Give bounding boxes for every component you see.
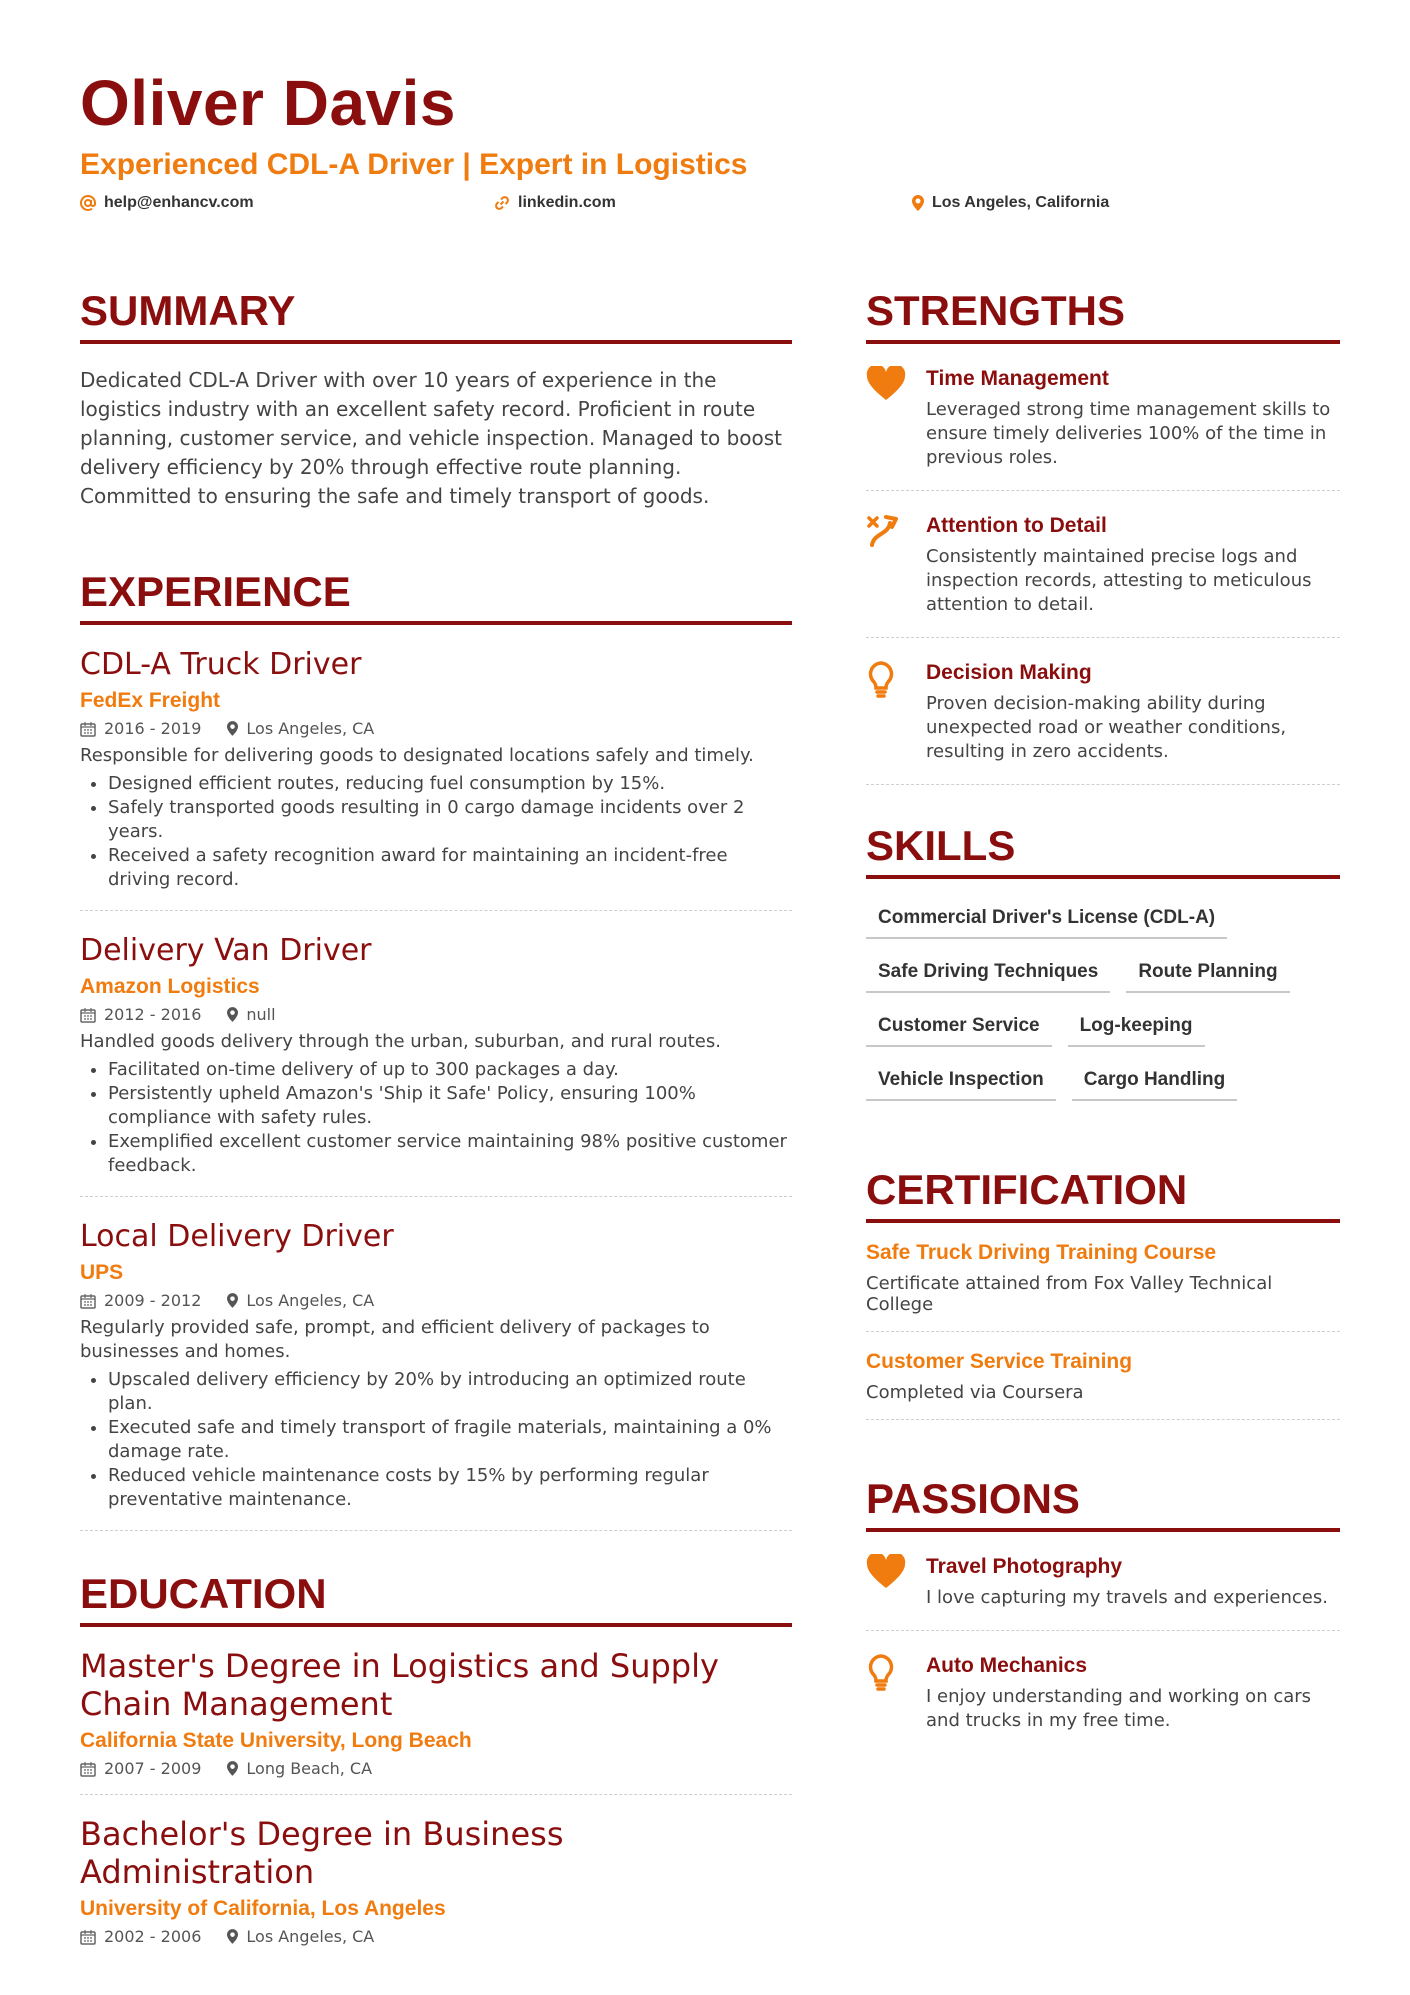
job-meta bbox=[80, 719, 792, 738]
calendar-icon bbox=[80, 1293, 96, 1309]
map-pin-icon bbox=[227, 1761, 238, 1776]
education-dates bbox=[80, 1927, 201, 1946]
passion-item bbox=[866, 1532, 1340, 1631]
education-meta bbox=[80, 1927, 792, 1946]
lightbulb-icon bbox=[866, 1653, 896, 1691]
company-name: UPS bbox=[80, 1261, 124, 1284]
job-bullet: • Reduced vehicle maintenance costs by 15% by performing regular preventative maintenance. bbox=[108, 1464, 792, 1512]
location-text: Los Angeles, California bbox=[932, 194, 1110, 211]
job-bullets bbox=[80, 1058, 792, 1178]
skill-tag: Route Planning bbox=[1126, 951, 1289, 993]
passion-description: I love capturing my travels and experiences. bbox=[926, 1587, 1328, 1608]
degree-title: Bachelor's Degree in Business Administration bbox=[80, 1815, 564, 1891]
job-dates bbox=[80, 1005, 201, 1024]
job-title: CDL-A Truck Driver bbox=[80, 647, 362, 682]
company-name: FedEx Freight bbox=[80, 689, 221, 712]
experience-item bbox=[80, 911, 792, 1197]
job-bullet: • Exemplified excellent customer service maintaining 98% positive customer feedback. bbox=[108, 1130, 792, 1178]
degree-title: Master's Degree in Logistics and Supply Chain Management bbox=[80, 1647, 719, 1723]
at-sign-icon bbox=[80, 195, 96, 211]
company-name: Amazon Logistics bbox=[80, 975, 260, 998]
strength-item bbox=[866, 638, 1340, 785]
certification-item bbox=[866, 1332, 1340, 1420]
certification-description: Completed via Coursera bbox=[866, 1382, 1084, 1403]
map-pin-icon bbox=[227, 721, 238, 736]
calendar-icon bbox=[80, 1929, 96, 1945]
passion-item bbox=[866, 1631, 1340, 1753]
job-bullet: • Designed efficient routes, reducing fuel consumption by 15%. bbox=[108, 772, 792, 796]
passion-title: Auto Mechanics bbox=[926, 1654, 1088, 1677]
job-bullet: • Received a safety recognition award for maintaining an incident-free driving record. bbox=[108, 844, 792, 892]
skill-tag: Cargo Handling bbox=[1072, 1059, 1237, 1101]
heart-icon bbox=[866, 1554, 906, 1590]
strength-item bbox=[866, 344, 1340, 491]
dates-text: 2007 - 2009 bbox=[104, 1759, 202, 1778]
strength-description: Leveraged strong time management skills to ensure timely deliveries 100% of the time in previous roles. bbox=[926, 399, 1331, 468]
map-pin-icon bbox=[912, 195, 924, 211]
dates-text: 2002 - 2006 bbox=[104, 1927, 202, 1946]
education-location bbox=[227, 1759, 372, 1778]
education-dates bbox=[80, 1759, 201, 1778]
job-meta bbox=[80, 1291, 792, 1310]
job-description: Responsible for delivering goods to designated locations safely and timely. bbox=[80, 745, 754, 766]
passion-title: Travel Photography bbox=[926, 1555, 1123, 1578]
job-location bbox=[227, 1005, 275, 1024]
education-heading: EDUCATION bbox=[80, 1571, 792, 1627]
strength-title: Time Management bbox=[926, 367, 1109, 390]
strength-title: Attention to Detail bbox=[926, 514, 1107, 537]
certification-description: Certificate attained from Fox Valley Technical College bbox=[866, 1273, 1273, 1315]
job-bullet: • Facilitated on-time delivery of up to 300 packages a day. bbox=[108, 1058, 792, 1082]
certification-title: Customer Service Training bbox=[866, 1350, 1133, 1373]
dates-text: 2012 - 2016 bbox=[104, 1005, 202, 1024]
dates-text: 2009 - 2012 bbox=[104, 1291, 202, 1310]
skill-tag: Commercial Driver's License (CDL-A) bbox=[866, 897, 1227, 939]
job-dates bbox=[80, 1291, 201, 1310]
email-text: help@enhancv.com bbox=[104, 194, 254, 211]
candidate-title: Experienced CDL-A Driver | Expert in Logistics bbox=[80, 148, 748, 181]
job-bullet: • Safely transported goods resulting in 0 cargo damage incidents over 2 years. bbox=[108, 796, 792, 844]
job-bullets bbox=[80, 772, 792, 892]
job-description: Regularly provided safe, prompt, and efficient delivery of packages to businesses and homes. bbox=[80, 1317, 710, 1362]
job-bullet: • Executed safe and timely transport of fragile materials, maintaining a 0% damage rate. bbox=[108, 1416, 792, 1464]
heart-icon bbox=[866, 366, 906, 402]
calendar-icon bbox=[80, 721, 96, 737]
left-column bbox=[80, 288, 792, 1962]
route-icon bbox=[866, 513, 904, 549]
school-name: California State University, Long Beach bbox=[80, 1729, 472, 1752]
experience-item bbox=[80, 625, 792, 911]
map-pin-icon bbox=[227, 1929, 238, 1944]
skills-list bbox=[866, 897, 1340, 1113]
certification-item bbox=[866, 1223, 1340, 1332]
experience-item bbox=[80, 1197, 792, 1531]
strength-description: Consistently maintained precise logs and inspection records, attesting to meticulous attention to detail. bbox=[926, 546, 1312, 615]
school-name: University of California, Los Angeles bbox=[80, 1897, 446, 1920]
skill-tag: Safe Driving Techniques bbox=[866, 951, 1110, 993]
strength-title: Decision Making bbox=[926, 661, 1092, 684]
link-icon bbox=[494, 195, 510, 211]
job-location bbox=[227, 1291, 374, 1310]
education-location bbox=[227, 1927, 374, 1946]
skill-tag: Log-keeping bbox=[1068, 1005, 1205, 1047]
location-text: Los Angeles, CA bbox=[246, 1291, 375, 1310]
strength-item bbox=[866, 491, 1340, 638]
dates-text: 2016 - 2019 bbox=[104, 719, 202, 738]
calendar-icon bbox=[80, 1007, 96, 1023]
location-text: Los Angeles, CA bbox=[246, 719, 375, 738]
contact-linkedin[interactable] bbox=[494, 194, 616, 212]
location-text: Los Angeles, CA bbox=[246, 1927, 375, 1946]
education-item bbox=[80, 1795, 792, 1962]
linkedin-text: linkedin.com bbox=[518, 194, 616, 211]
job-meta bbox=[80, 1005, 792, 1024]
job-title: Delivery Van Driver bbox=[80, 933, 372, 968]
job-description: Handled goods delivery through the urban, suburban, and rural routes. bbox=[80, 1031, 721, 1052]
job-bullets bbox=[80, 1368, 792, 1512]
location-text: Long Beach, CA bbox=[246, 1759, 373, 1778]
education-item bbox=[80, 1627, 792, 1795]
map-pin-icon bbox=[227, 1293, 238, 1308]
job-bullet: • Persistently upheld Amazon's 'Ship it Safe' Policy, ensuring 100% compliance with safety rules. bbox=[108, 1082, 792, 1130]
location-text: null bbox=[246, 1005, 276, 1024]
summary-heading: SUMMARY bbox=[80, 288, 792, 344]
passions-heading: PASSIONS bbox=[866, 1476, 1340, 1532]
candidate-name: Oliver Davis bbox=[80, 67, 456, 139]
skill-tag: Vehicle Inspection bbox=[866, 1059, 1056, 1101]
lightbulb-icon bbox=[866, 660, 896, 698]
skills-heading: SKILLS bbox=[866, 823, 1340, 879]
summary-text: Dedicated CDL-A Driver with over 10 years of experience in the logistics industry with an excellent safety record. Proficient in route planning, customer service, and vehicle inspection. Managed to boost delivery efficiency by 20% through effective route planning. Committed to ensuring the safe and timely transport of goods. bbox=[80, 368, 783, 508]
certification-heading: CERTIFICATION bbox=[866, 1167, 1340, 1223]
strengths-heading: STRENGTHS bbox=[866, 288, 1340, 344]
job-title: Local Delivery Driver bbox=[80, 1219, 394, 1254]
job-dates bbox=[80, 719, 201, 738]
map-pin-icon bbox=[227, 1007, 238, 1022]
certification-title: Safe Truck Driving Training Course bbox=[866, 1241, 1217, 1264]
passion-description: I enjoy understanding and working on cars and trucks in my free time. bbox=[926, 1686, 1312, 1731]
education-meta bbox=[80, 1759, 792, 1778]
skill-tag: Customer Service bbox=[866, 1005, 1052, 1047]
job-location bbox=[227, 719, 374, 738]
right-column bbox=[866, 288, 1340, 1753]
job-bullet: • Upscaled delivery efficiency by 20% by introducing an optimized route plan. bbox=[108, 1368, 792, 1416]
strength-description: Proven decision-making ability during unexpected road or weather conditions, resulting in zero accidents. bbox=[926, 693, 1287, 762]
contact-location bbox=[912, 194, 1109, 212]
calendar-icon bbox=[80, 1761, 96, 1777]
contact-email[interactable] bbox=[80, 194, 254, 212]
experience-heading: EXPERIENCE bbox=[80, 569, 792, 625]
